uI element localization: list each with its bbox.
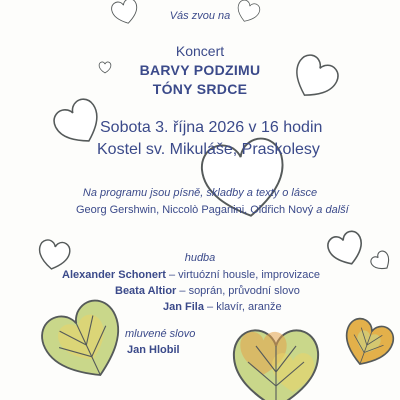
event-venue: Kostel sv. Mikuláše, Praskolesy — [97, 141, 320, 158]
performer-1-role: – virtuózní housle, improvizace — [168, 269, 320, 281]
performer-2-role: – soprán, průvodní slovo — [179, 285, 300, 297]
program-composers-more: a další — [316, 204, 349, 216]
program-composers-list: Georg Gershwin, Niccolò Paganini, Oldřich Nový — [76, 204, 314, 216]
performer-3-name: Jan Fila — [163, 301, 204, 313]
event-date: Sobota 3. října 2026 v 16 hodin — [100, 119, 323, 136]
program-composers — [76, 205, 349, 216]
leaf-colored-bottom-center — [216, 316, 336, 400]
leaf-colored-bottom-right — [340, 314, 396, 370]
performer-2-name: Beata Altior — [115, 285, 177, 297]
performer-1-name: Alexander Schonert — [62, 269, 166, 281]
performer-3-role: – klavír, aranže — [207, 301, 282, 313]
spoken-name: Jan Hlobil — [127, 344, 180, 356]
invitation-line: Vás zvou na — [169, 10, 231, 22]
leaf-colored-bottom-left — [38, 294, 130, 386]
performer-3 — [163, 302, 282, 313]
spoken-heading: mluvené slovo — [125, 328, 196, 340]
performer-1 — [62, 270, 320, 281]
event-type: Koncert — [175, 43, 225, 59]
event-title-line2: TÓNY SRDCE — [152, 81, 248, 97]
music-heading: hudba — [184, 252, 216, 264]
performer-2 — [115, 286, 300, 297]
program-intro: Na programu jsou písně, skladby a texty o lásce — [82, 187, 318, 199]
event-title-line1: BARVY PODZIMU — [139, 62, 261, 78]
